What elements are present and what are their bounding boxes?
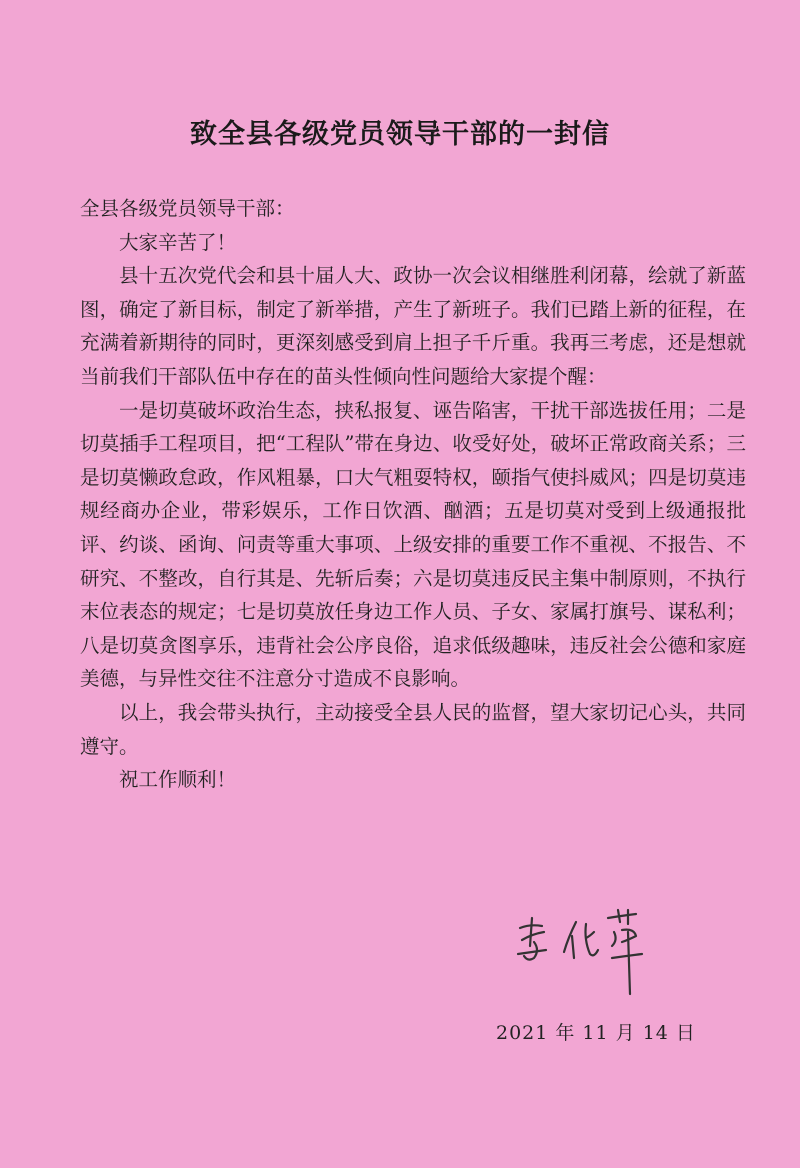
- salutation: 全县各级党员领导干部：: [80, 197, 295, 220]
- paragraph-intro: 县十五次党代会和县十届人大、政协一次会议相继胜利闭幕，绘就了新蓝图，确定了新目标，制定了新举措，产生了新班子。我们已踏上新的征程，在充满着新期待的同时，更深刻感受到肩上担子千斤重。我再三考虑，还是想就当前我们干部队伍中存在的苗头性倾向性问题给大家提个醒：: [80, 264, 746, 388]
- paragraph-commitment: 以上，我会带头执行，主动接受全县人民的监督，望大家切记心头，共同遵守。: [80, 700, 746, 758]
- paragraph-warnings: 一是切莫破坏政治生态，挟私报复、诬告陷害，干扰干部选拔任用；二是切莫插手工程项目，把“工程队”带在身边、收受好处，破坏正常政商关系；三是切莫懒政怠政，作风粗暴，口大气粗耍特权，颐指气使抖威风；四是切莫违规经商办企业，带彩娱乐，工作日饮酒、酗酒；五是切莫对受到上级通报批评、约谈、函询、问责等重大事项、上级安排的重要工作不重视、不报告、不研究、不整改，自行其是、先斩后奏；六是切莫违反民主集中制原则，不执行末位表态的规定；七是切莫放任身边工作人员、子女、家属打旗号、谋私利；八是切莫贪图享乐，违背社会公序良俗，追求低级趣味，违反社会公德和家庭美德，与异性交往不注意分寸造成不良影响。: [80, 398, 746, 691]
- greeting: 大家辛苦了！: [119, 230, 237, 254]
- letter-date: 2021 年 11 月 14 日: [496, 1022, 696, 1044]
- handwritten-signature: [510, 906, 650, 1006]
- letter-title: 致全县各级党员领导干部的一封信: [190, 119, 610, 150]
- closing: 祝工作顺利！: [119, 768, 237, 792]
- letter-body: [80, 192, 746, 797]
